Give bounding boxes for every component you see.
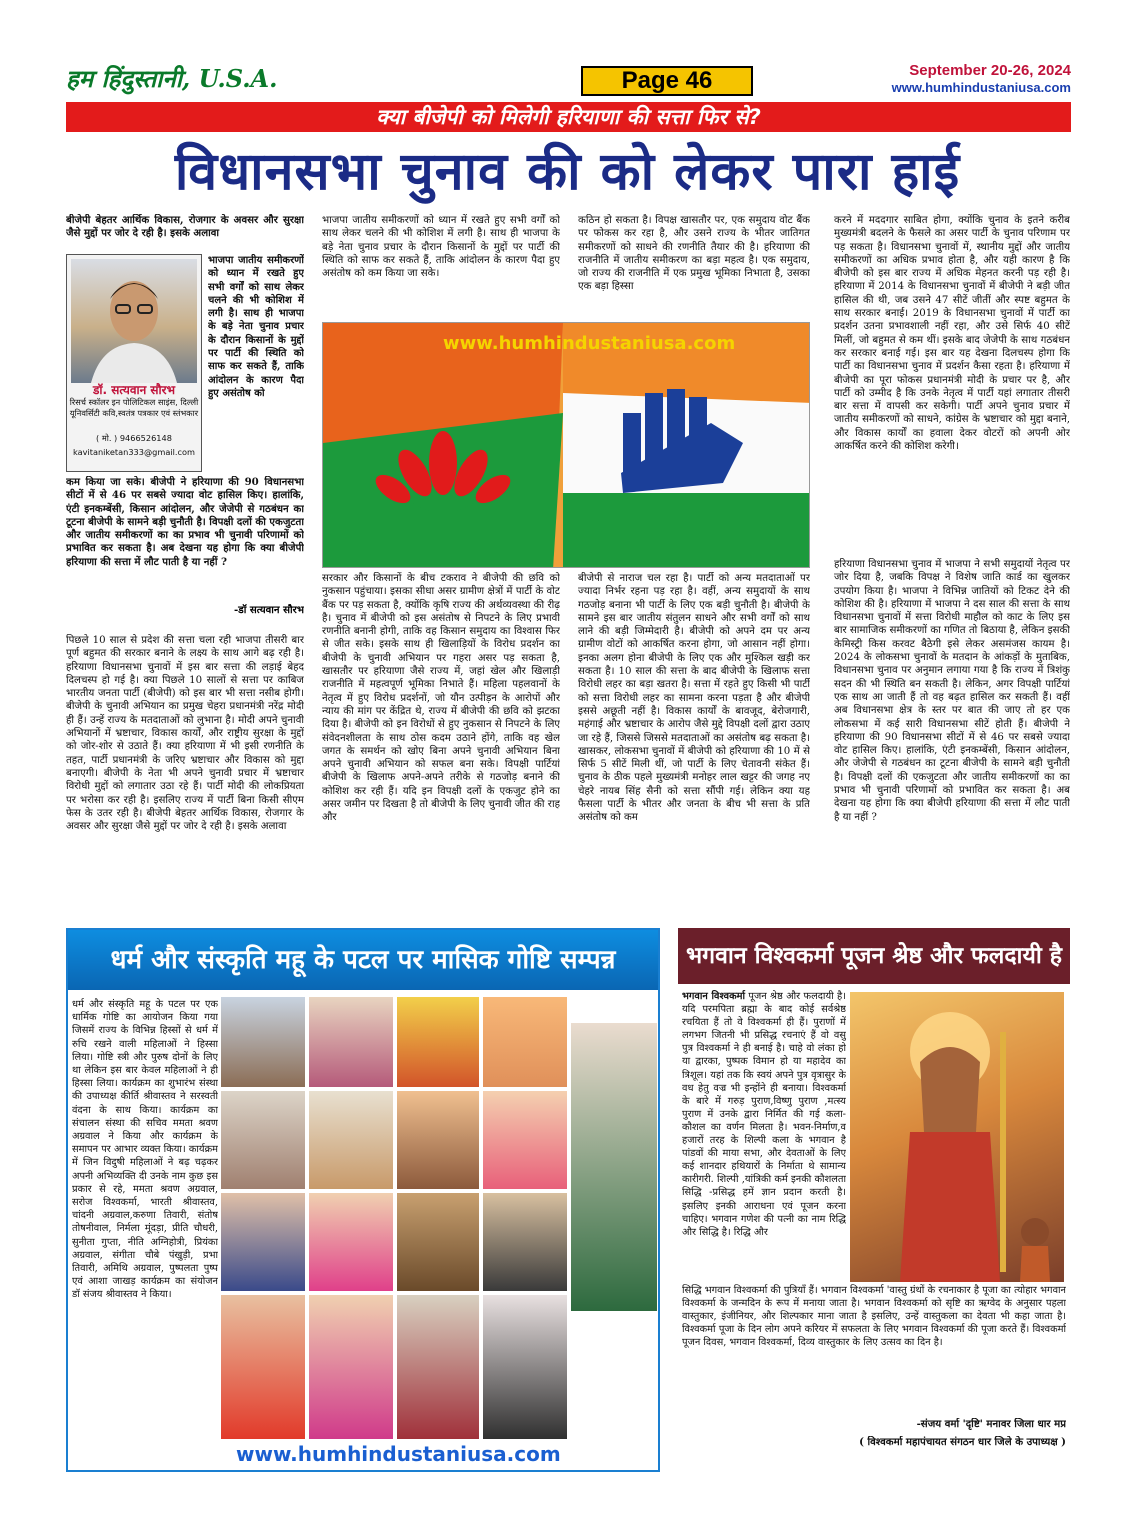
member-photo (482, 1192, 568, 1292)
article-col1-intro: बीजेपी बेहतर आर्थिक विकास, रोजगार के अवसर और सुरक्षा जैसे मुद्दों पर जोर दे रही है। इसके अलावा (66, 214, 304, 240)
member-photo (396, 1090, 480, 1190)
member-photo (396, 1192, 480, 1292)
vishwakarma-text-top: पूजन श्रेष्ठ और फलदायी है। यदि परमपिता ब्रह्मा के बाद कोई सर्वश्रेष्ठ रचयिता हैं तो वे विश्वकर्मा ही हैं। पुराणों में लगभग जितनी भी प्रसिद्ध रचनाएं हैं वो वसु पुत्र विश्वकर्मा ने ही बनाई है। चाहे वो लंका हो या द्वारका, पुष्पक विमान हो या महादेव का त्रिशूल। यहां तक कि स्वयं अपने पुत्र वृत्रासुर के वध हेतु वज्र भी इन्होंने ही बनाया। विश्वकर्मा के बारे में गरुड़ पुराण,विष्णु पुराण ,मत्स्य पुराण में उनके द्वारा निर्मित की गई कला-कौशल का वर्णन मिलता है। भवन-निर्माण,व हजारों तरह के शिल्पी कला के भगवान है पांडवों की माया सभा, और देवताओं के लिए कई शानदार हथियारों के निर्माता थे सामान्य कारीगरी. शिल्पी ,यांत्रिकी कर्म इनकी कौशलता सिद्धि -प्रसिद्ध हमें ज्ञान प्रदान करती है। इसलिए इनकी आराधना एवं पूजन करना चाहिए। भगवान गणेश की पत्नी का नाम रिद्धि और सिद्धि है। रिद्धि और (682, 991, 846, 1238)
masthead-name: हम हिंदुस्तानी, U.S.A. (66, 64, 278, 93)
member-photo (308, 1294, 394, 1440)
member-photo (220, 1192, 306, 1292)
article-col1-bold: कम किया जा सके। बीजेपी ने हरियाणा की 90 विधानसभा सीटों में से 46 पर सबसे ज्यादा वोट हासिल किए। हालांकि, एंटी इनकम्बेंसी, किसान आंदोलन, और जेजेपी से गठबंधन का टूटना बीजेपी के सामने बड़ी चुनौती है। विपक्षी दलों की एकजुटता और जातीय समीकरणों का का प्रभाव भी चुनावी परिणामों को प्रभावित कर सकता है। अब देखना यह होगा कि क्या बीजेपी हरियाणा की सत्ता में लौट पाती है या नहीं ? (66, 476, 304, 568)
vishwakarma-text-bottom: सिद्धि भगवान विश्वकर्मा की पुत्रियाँ हैं। भगवान विश्वकर्मा 'वास्तु ग्रंथों के रचनाकार है पूजा का त्योहार भगवान विश्वकर्मा के जन्मदिन के रूप में मनाया जाता है। भगवान विश्वकर्मा को सृष्टि का ऋग्वेद के अनुसार पहला वास्तुकार, इंजीनियर, और शिल्पकार माना जाता है इसलिए, उन्हें वास्तुकला का देवता भी कहा जाता है। विश्वकर्मा पूजा के दिन लोग अपने करियर में सफलता के लिए भगवान विश्वकर्मा की पूजा करते हैं। विश्वकर्मा पूजन दिवस, भगवान विश्वकर्मा, दिव्य वास्तुकार के लिए उत्सव का दिन है। (682, 1285, 1066, 1349)
article-col3-bottom: बीजेपी से नाराज चल रहा है। पार्टी को अन्य मतदाताओं पर ज्यादा निर्भर रहना पड़ रहा है। वहीं, अन्य समुदायों के साथ गठजोड़ बनाना भी पार्टी के लिए एक बड़ी चुनौती है। बीजेपी के सामने इस बार जातीय संतुलन साधने और सभी वर्गों को साथ लाने की बड़ी जिम्मेदारी है। बीजेपी को अपने दम पर अन्य ग्रामीण वोटों को आकर्षित करना होगा, जो आसान नहीं होगा। इनका अलग होना बीजेपी के लिए एक और मुश्किल खड़ी कर सकता है। 10 साल की सत्ता के बाद बीजेपी के खिलाफ सत्ता विरोधी लहर का बड़ा खतरा है। सत्ता में रहते हुए किसी भी पार्टी को सत्ता विरोधी लहर का सामना करना पड़ता है और बीजेपी इससे अछूती नहीं है। विकास कार्यों के बावजूद, बेरोजगारी, महंगाई और भ्रष्टाचार के आरोप जैसे मुद्दे विपक्षी दलों द्वारा उठाए जा रहे हैं, जिससे जिससे मतदाताओं का असंतोष बढ़ सकता है। खासकर, लोकसभा चुनावों में बीजेपी को हरियाणा की 10 में से सिर्फ 5 सीटें मिली थीं, जो पार्टी के लिए चेतावनी संकेत हैं। चुनाव के ठीक पहले मुख्यमंत्री मनोहर लाल खट्टर की जगह नए चेहरे नायब सिंह सैनी को सत्ता सौंपी गई। लेकिन क्या यह फैसला पार्टी के भीतर और जनता के बीच भी सत्ता के प्रति असंतोष को कम (578, 573, 810, 824)
member-photo (396, 1294, 480, 1440)
member-photo (482, 996, 568, 1088)
vishwakarma-sign: -संजय वर्मा 'दृष्टि' मनावर जिला धार मप्र (916, 1418, 1066, 1430)
author-card (66, 254, 202, 472)
party-flags-photo (322, 322, 810, 568)
article-col1-beside: भाजपा जातीय समीकरणों को ध्यान में रखते हुए सभी वर्गों को साथ लेकर चलने की भी कोशिश में लगी है। साथ ही भाजपा के बड़े नेता चुनाव प्रचार के दौरान किसानों के मुद्दों पर पार्टी की स्थिति को साफ कर सकते हैं, ताकि आंदोलन के कारण पैदा हुए असंतोष को (208, 255, 304, 399)
vishwakarma-lead: भगवान विश्वकर्मा (682, 991, 746, 1002)
masthead-url[interactable]: www.humhindustaniusa.com (891, 80, 1071, 95)
vishwakarma-sign2: ( विश्वकर्मा महापंचायत संगठन धार जिले के उपाध्यक्ष ) (859, 1436, 1066, 1448)
member-photo (308, 996, 394, 1088)
vishwakarma-box (678, 928, 1070, 1472)
dharm-sanskriti-text: धर्म और संस्कृति महू के पटल पर एक धार्मिक गोष्टि का आयोजन किया गया जिसमें राज्य के विभिन्न हिस्सों से धर्म में रुचि रखने वाली महिलाओं ने हिस्सा लिया। गोष्टि स्त्री और पुरुष दोनों के लिए था लेकिन इस बार केवल महिलाओं ने ही हिस्सा लिया। कार्यक्रम का शुभारंभ संस्था की उपाध्यक्ष कीर्ति श्रीवास्तव ने सरस्वती वंदना के साथ किया। कार्यक्रम का संचालन संस्था की सचिव ममता श्रवण अग्रवाल ने किया और कार्यक्रम के समापन पर आभार व्यक्त किया। कार्यक्रम में जिन विदुषी महिलाओं ने बढ़ चढ़कर अपनी अभिव्यक्ति दी उनके नाम कुछ इस प्रकार से रहे, ममता श्रवण अग्रवाल, सरोज विश्वकर्मा, भारती श्रीवास्तव, चांदनी अग्रवाल,करुणा तिवारी, संतोष तोषनीवाल, निर्मला मूंदड़ा, प्रीति चौधरी, सुनीता गुप्ता, नीति अग्निहोत्री, प्रियंका अग्रवाल, संगीता चौबे पंखुड़ी, प्रभा तिवारी, अमिथि अग्रवाल, पुष्पलता पुष्प एवं आशा जाखड़ कार्यक्रम का संयोजन डॉ संजय श्रीवास्तव ने किया। (72, 999, 218, 1301)
member-photo (308, 1090, 394, 1190)
member-photo (220, 996, 306, 1088)
article-col3-top: कठिन हो सकता है। विपक्ष खासतौर पर, एक समुदाय वोट बैंक पर फोकस कर रहा है, और उसने राज्य के भीतर जातिगत समीकरणों को साधने की रणनीति तैयार की है। हरियाणा की राजनीति में जातीय समीकरण का बड़ा महत्व है। एक समुदाय, जो राज्य की राजनीति में एक प्रमुख भूमिका निभाता है, उसका एक बड़ा हिस्सा (578, 215, 810, 293)
article-col4-top: करने में मददगार साबित होगा, क्योंकि चुनाव के इतने करीब मुख्यमंत्री बदलने के फैसले का असर पार्टी के चुनाव परिणाम पर पड़ सकता है। विधानसभा चुनावों में, स्थानीय मुद्दों और जातीय समीकरणों का अधिक प्रभाव होता है, और यही कारण है कि बीजेपी को इस बार राज्य में अधिक मेहनत करनी पड़ रही है। हरियाणा में 2014 के विधानसभा चुनावों में बीजेपी ने बड़ी जीत हासिल की थी, जब उसने 47 सीटें जीतीं और स्पष्ट बहुमत के साथ सरकार बनाई। 2019 के विधानसभा चुनावों में पार्टी का प्रदर्शन उतना प्रभावशाली नहीं रहा, और उसे सिर्फ 40 सीटें मिलीं, जो बहुमत से कम थीं। इसके बाद जेजेपी के साथ गठबंधन कर सरकार बनाई गई। इस बार यह देखना दिलचस्प होगा कि पार्टी का विधानसभा चुनाव में प्रदर्शन कैसा रहता है। हरियाणा में बीजेपी का पूरा फोकस प्रधानमंत्री मोदी के प्रचार पर है, और पार्टी को उम्मीद है कि उनके नेतृत्व में पार्टी यहां लगातार तीसरी बार सत्ता में वापसी कर सकेगी। पार्टी अपने चुनाव प्रचार में जातीय समीकरणों को साधने, कांग्रेस के भ्रष्टाचार को मुद्दा बनाने, और विकास कार्यों का हवाला देकर वोटरों को अपनी ओर आकर्षित करने की कोशिश करेगी। (834, 215, 1070, 453)
photo-watermark-url: www.humhindustaniusa.com (443, 333, 736, 354)
member-photo (482, 1294, 568, 1440)
article-col2-bottom: सरकार और किसानों के बीच टकराव ने बीजेपी की छवि को नुकसान पहुंचाया। इसका सीधा असर ग्रामीण क्षेत्रों में पार्टी के वोट बैंक पर पड़ सकता है, क्योंकि कृषि राज्य की अर्थव्यवस्था की रीढ़ है। चुनाव में बीजेपी को इस असंतोष से निपटने के लिए प्रभावी रणनीति बनानी होगी, ताकि वह किसान समुदाय का विश्वास फिर से जीत सके। इसके साथ ही खिलाड़ियों के विरोध प्रदर्शन का बीजेपी के चुनावी अभियान पर गहरा असर पड़ सकता है, खासतौर पर हरियाणा जैसे राज्य में, जहां खेल और खिलाड़ी राजनीति में महत्वपूर्ण भूमिका निभाते हैं। महिला पहलवानों के नेतृत्व में हुए विरोध प्रदर्शनों, जो यौन उत्पीड़न के आरोपों और न्याय की मांग पर केंद्रित थे, राज्य में बीजेपी की छवि को झटका दिया है। बीजेपी को इन विरोधों से हुए नुकसान से निपटने के लिए संवेदनशीलता के साथ ठोस कदम उठाने होंगे, ताकि वह खेल जगत के समर्थन को खोए बिना अपने चुनावी अभियान बिना अपने चुनावी अभियान को सफल बना सके। विपक्षी पार्टियां बीजेपी के खिलाफ अपने-अपने तरीके से गठजोड़ बनाने की कोशिश कर रही हैं। यदि इन विपक्षी दलों के एकजुट होने का असर जमीन पर दिखता है तो बीजेपी के लिए चुनावी जीत की राह और (322, 573, 560, 824)
member-photo (308, 1192, 394, 1292)
member-photo (220, 1294, 306, 1440)
member-photo (220, 1090, 306, 1190)
masthead (66, 62, 1071, 102)
author-mobile: ( मो. ) 9466526148 (96, 433, 172, 443)
dharm-sanskriti-title: धर्म और संस्कृति महू के पटल पर मासिक गोष्टि सम्पन्न (68, 930, 658, 990)
author-name: डॉ. सत्यवान सौरभ (93, 383, 175, 397)
kicker-banner: क्या बीजेपी को मिलेगी हरियाणा की सत्ता फिर से? (66, 102, 1071, 132)
issue-date: September 20-26, 2024 (909, 62, 1071, 79)
article-col4-body: हरियाणा विधानसभा चुनाव में भाजपा ने सभी समुदायों नेतृत्व पर जोर दिया है, जबकि विपक्ष ने विशेष जाति कार्ड का खुलकर उपयोग किया है। भाजपा ने विभिन्न जातियों को टिकट देने की कोशिश की है। हरियाणा में भाजपा ने दस साल की सत्ता के साथ विधानसभा चुनावों में सत्ता विरोधी माहौल को काट के लिए इस बार सामाजिक समीकरणों का गणित तो बिठाया है, लेकिन इसकी केमिस्ट्री किस करवट बैठेगी इसे लेकर असमंजस कायम है। 2024 के लोकसभा चुनावों के मतदान के आंकड़ों के मुताबिक, विधानसभा चुनाव पर अनुमान लगाया गया है कि राज्य में त्रिशंकु सदन की भी स्थिति बन सकती है। लेकिन, अगर विपक्षी पार्टियां एक साथ आ जाती हैं तो वह बढ़त हासिल कर सकती हैं। वहीं अब विधानसभा क्षेत्र के स्तर पर बात की जाए तो हर एक लोकसभा में कई सारी विधानसभा सीटें होती हैं। बीजेपी ने हरियाणा की 90 विधानसभा सीटों में से 46 पर सबसे ज्यादा वोट हासिल किए। हालांकि, एंटी इनकम्बेंसी, किसान आंदोलन, और जेजेपी से गठबंधन का टूटना बीजेपी के सामने बड़ी चुनौती है। विपक्षी दलों की एकजुटता और जातीय समीकरणों का का प्रभाव भी चुनावी परिणामों को प्रभावित कर सकता है। अब देखना यह होगा कि क्या बीजेपी हरियाणा की सत्ता में लौट पाती है या नहीं ? (834, 559, 1070, 823)
author-photo (71, 259, 197, 383)
vishwakarma-text-top-wrap (682, 990, 846, 1284)
box-left-url[interactable]: www.humhindustaniusa.com (236, 1442, 561, 1466)
page-number: Page 46 (581, 66, 753, 96)
vishwakarma-image (850, 992, 1064, 1282)
member-photo (396, 996, 480, 1088)
dharm-sanskriti-box (66, 928, 660, 1472)
author-email: kavitaniketan333@gmail.com (73, 447, 195, 457)
member-photo (482, 1090, 568, 1190)
member-photo (570, 1022, 658, 1312)
author-role: रिसर्च स्कॉलर इन पोलिटिकल साइंस, दिल्ली यूनिवर्सिटी कवि,स्वतंत्र पत्रकार एवं स्तंभकार (69, 397, 199, 418)
vishwakarma-title: भगवान विश्वकर्मा पूजन श्रेष्ठ और फलदायी है (678, 928, 1070, 984)
main-headline: विधानसभा चुनाव की को लेकर पारा हाई (174, 142, 961, 202)
article-col1-body: पिछले 10 साल से प्रदेश की सत्ता चला रही भाजपा तीसरी बार पूर्ण बहुमत की सरकार बनाने के लक्ष्य के साथ आगे बढ़ रही है। हरियाणा विधानसभा चुनावों में इस बार सत्ता की लड़ाई बेहद दिलचस्प हो गई है। क्या पिछले 10 सालों से सत्ता पर काबिज भारतीय जनता पार्टी (बीजेपी) को इस बार भी सत्ता नसीब होगी। बीजेपी के चुनावी अभियान का प्रमुख चेहरा प्रधानमंत्री नरेंद्र मोदी ही हैं। उन्हें राज्य के मतदाताओं को लुभाना है। मोदी अपने चुनावी अभियानों में भ्रष्टाचार, विकास कार्यों, और राष्ट्रीय सुरक्षा के मुद्दों को जोर-शोर से उठाते हैं। क्या हरियाणा में भी इसी रणनीति के तहत, पार्टी प्रधानमंत्री के जरिए भ्रष्टाचार और विकास को मुद्दा बनाएगी। बीजेपी के नेता भी अपने चुनावी प्रचार में भ्रष्टाचार विरोधी मुद्दों को लगातार उठा रहे हैं। पार्टी मोदी की लोकप्रियता पर भरोसा कर रही है। इसलिए राज्य में पार्टी बिना किसी सीएम फेस के उतर रही है। बीजेपी बेहतर आर्थिक विकास, रोजगार के अवसर और सुरक्षा जैसे मुद्दों पर जोर दे रही है। इसके अलावा (66, 635, 304, 833)
article-col2-top: भाजपा जातीय समीकरणों को ध्यान में रखते हुए सभी वर्गों को साथ लेकर चलने की भी कोशिश में लगी है। साथ ही भाजपा के बड़े नेता चुनाव प्रचार के दौरान किसानों के मुद्दों पर पार्टी की स्थिति को साफ कर सकते हैं, ताकि आंदोलन के कारण पैदा हुए असंतोष को कम किया जा सके। (322, 215, 560, 280)
article-col1-sign: -डॉ सत्यवान सौरभ (234, 604, 304, 616)
